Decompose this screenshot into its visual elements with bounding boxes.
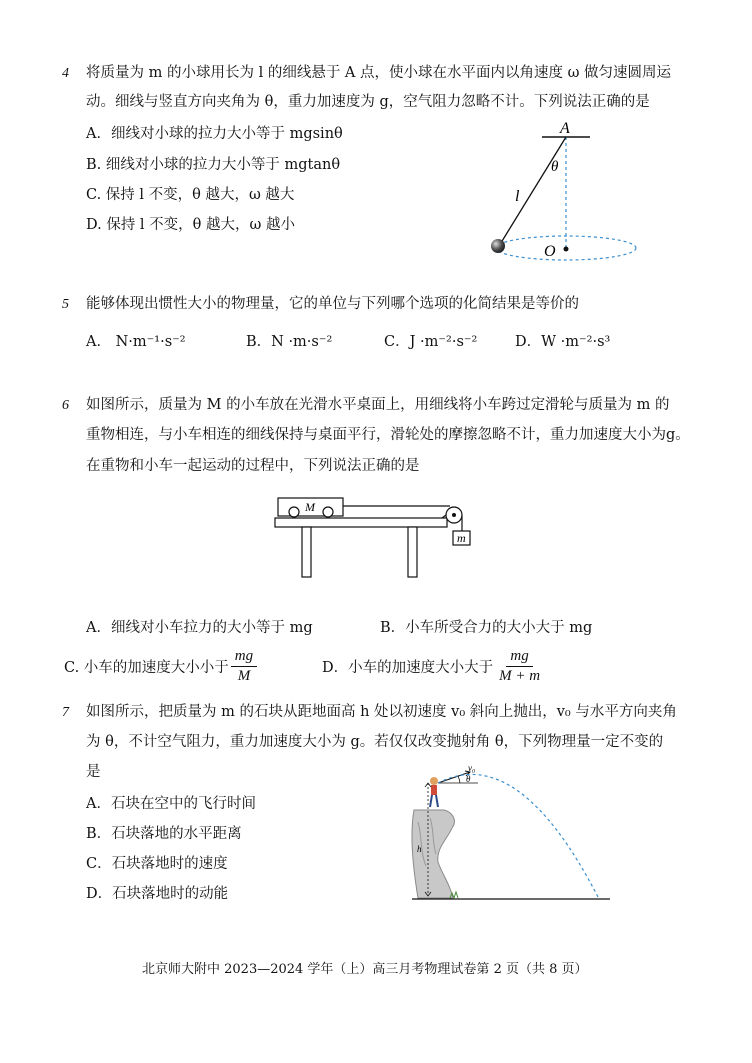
q7-label-theta: θ <box>466 774 471 784</box>
q7-trajectory <box>438 774 598 897</box>
q5-number: 5 <box>62 297 69 312</box>
q4-conical-pendulum-figure <box>480 115 650 270</box>
q4-ball <box>491 239 505 253</box>
q6-number: 6 <box>62 398 69 413</box>
q7-stem-line1: 如图所示，把质量为 m 的石块从距地面高 h 处以初速度 v₀ 斜向上抛出，v₀ 与水平方向夹角 <box>86 704 677 720</box>
q6-label-m: m <box>457 531 466 545</box>
q7-option-d: D．石块落地时的动能 <box>86 886 229 902</box>
q6-option-d-denominator: M + m <box>499 668 541 684</box>
q6-option-c <box>64 648 257 685</box>
q6-option-c-fraction <box>231 648 257 685</box>
q6-option-c-denominator: M <box>237 668 251 684</box>
q6-cart-wheel-left <box>289 507 299 517</box>
q4-center-point <box>564 247 569 252</box>
q6-pulley-axle <box>452 513 456 517</box>
q7-option-b: B．石块落地的水平距离 <box>86 826 242 842</box>
q6-cart-wheel-right <box>323 507 333 517</box>
q6-option-c-text: C. 小车的加速度大小小于 <box>64 660 229 676</box>
q6-stem-line1: 如图所示，质量为 M 的小车放在光滑水平桌面上，用细线将小车跨过定滑轮与质量为 m 的 <box>86 397 670 413</box>
q7-option-a: A．石块在空中的飞行时间 <box>86 796 256 812</box>
q7-person-leg-left <box>430 795 432 807</box>
q6-table-leg-right <box>408 527 417 577</box>
q5-option-a: A． N·m⁻¹·s⁻² <box>86 334 186 350</box>
q5-option-d: D．W ·m⁻²·s³ <box>515 334 611 350</box>
q4-label-l: l <box>515 188 520 205</box>
page-footer: 北京师大附中 2023—2024 学年（上）高三月考物理试卷第 2 页（共 8 页） <box>142 962 588 977</box>
q4-label-O: O <box>544 243 556 260</box>
q6-option-a: A．细线对小车拉力的大小等于 mg <box>86 620 313 636</box>
q4-label-theta: θ <box>551 159 559 175</box>
q7-label-v0: v₀ <box>468 763 476 773</box>
q4-option-a: A．细线对小球的拉力大小等于 mgsinθ <box>86 126 343 142</box>
q7-person-body <box>431 785 437 795</box>
q5-option-b: B．N ·m·s⁻² <box>246 334 333 350</box>
q4-option-c: C. 保持 l 不变，θ 越大，ω 越大 <box>86 187 295 203</box>
q6-option-c-numerator: mg <box>231 648 257 667</box>
q7-label-h: h <box>417 844 422 854</box>
q6-cart-pulley-figure <box>270 494 480 580</box>
q4-string <box>499 137 566 246</box>
q7-stem-line2: 为 θ，不计空气阻力，重力加速度大小为 g。若仅仅改变抛射角 θ，下列物理量一定不变的 <box>86 734 664 750</box>
q6-option-d-numerator: mg <box>506 648 532 667</box>
q5-stem: 能够体现出惯性大小的物理量，它的单位与下列哪个选项的化简结果是等价的 <box>86 296 579 312</box>
q6-label-M: M <box>305 500 315 514</box>
q6-option-d <box>322 648 544 685</box>
q6-table-leg-left <box>302 527 311 577</box>
q5-option-c: C．J ·m⁻²·s⁻² <box>384 334 478 350</box>
q4-label-A: A <box>560 120 570 137</box>
q4-option-b: B. 细线对小球的拉力大小等于 mgtanθ <box>86 157 341 173</box>
q4-stem-line2: 动。细线与竖直方向夹角为 θ，重力加速度为 g，空气阻力忽略不计。下列说法正确的是 <box>86 94 650 110</box>
q7-person-head <box>430 777 438 785</box>
q6-option-d-fraction <box>495 648 544 685</box>
q7-option-c: C．石块落地时的速度 <box>86 856 228 872</box>
q7-projectile-figure <box>408 762 613 902</box>
q6-table-top <box>275 518 447 527</box>
q6-stem-line2: 重物相连，与小车相连的细线保持与桌面平行，滑轮处的摩擦忽略不计，重力加速度大小为g。 <box>86 427 690 443</box>
q7-person-leg-right <box>436 795 438 807</box>
q6-option-b: B．小车所受合力的大小大于 mg <box>380 620 593 636</box>
q4-option-d: D. 保持 l 不变，θ 越大，ω 越小 <box>86 217 295 233</box>
q7-stem-line3: 是 <box>86 764 101 780</box>
q4-stem-line1: 将质量为 m 的小球用长为 l 的细线悬于 A 点，使小球在水平面内以角速度 ω 做匀速圆周运 <box>86 65 672 81</box>
q6-option-d-text: D．小车的加速度大小大于 <box>322 660 494 676</box>
q7-angle-arc <box>458 776 460 783</box>
q4-number: 4 <box>62 66 69 81</box>
q6-stem-line3: 在重物和小车一起运动的过程中，下列说法正确的是 <box>86 458 420 474</box>
q7-number: 7 <box>62 705 69 720</box>
